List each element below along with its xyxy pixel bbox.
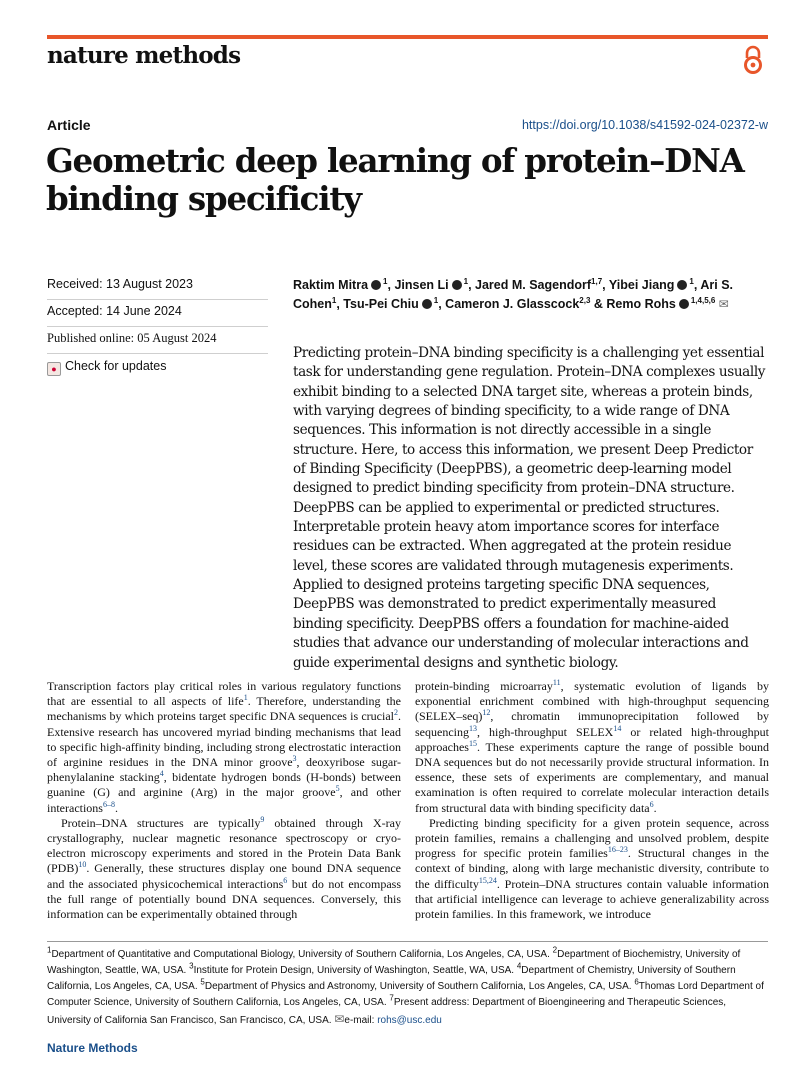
author-name: Remo Rohs [606, 297, 676, 311]
citation-ref: 15 [468, 738, 477, 748]
abstract: Predicting protein–DNA binding specificity is a challenging yet essential task for understanding gene regulation. Protein–DNA complexes usually exhibit binding to a selected DNA target site, whereas a protein binds, with varying degrees of binding specificity, to a wide range of DNA sequences. This information is not directly accessible in a single structure. Here, to access this information, we present Deep Predictor of Binding Specificity (DeepPBS), a geometric deep-learning model designed to predict binding specificity from protein–DNA structure. DeepPBS can be applied to experimental or predicted structures. Interpretable protein heavy atom importance scores for interface residues can be extracted. When aggregated at the protein residue level, these scores are validated through mutagenesis experiments. Applied to designed proteins targeting specific DNA sequences, DeepPBS was demonstrated to predict experimentally measured binding specificity. DeepPBS offers a foundation for machine-aided studies that advance our understanding of molecular interactions and guide experimental designs and synthetic biology. [293, 345, 766, 671]
author-list: Raktim Mitra $^1$, Jinsen Li $^1$, Jared M. Sagendorf$^{1,7}$, Yibei Jiang $^1$, Ari S. Cohen$^1$, Tsu-Pei Chiu $^1$, Cameron J. Glasscock$^{2,3}$ & Remo Rohs $^{1,4,5,6}$ ✉ [293, 276, 769, 314]
affiliations: $^1$Department of Quantitative and Computational Biology, University of Southern California, Los Angeles, CA, USA. $^2$Department of Biochemistry, University of Washington, Seattle, WA, USA. $^3$Institute for Protein Design, University of Washington, Seattle, WA, USA. $^4$Department of Chemistry, University of Southern California, Los Angeles, CA, USA. $^5$Department of Physics and Astronomy, University of Southern California, Los Angeles, CA, USA. $^6$Thomas Lord Department of Computer Science, University of Southern California, Los Angeles, CA, USA. $^7$Present address: Department of Bioengineering and Therapeutic Sciences, University of California San Francisco, San Francisco, CA, USA. ✉e-mail: rohs@usc.edu [47, 945, 764, 1026]
orcid-icon [452, 280, 462, 290]
citation-ref: 11 [552, 678, 561, 687]
citation-ref: 6 [283, 875, 288, 885]
accepted-date: Accepted: 14 June 2024 [47, 304, 182, 318]
citation-ref: 3 [292, 754, 297, 764]
affiliation-marker: 7 [389, 993, 394, 1003]
affiliation-marker: 1 [331, 295, 337, 305]
footer-journal: Nature Methods [47, 1041, 138, 1055]
citation-ref: 6 [649, 799, 654, 809]
citation-ref: 6–8 [102, 799, 115, 809]
affiliation-marker: 1 [47, 945, 52, 955]
open-access-lock-icon [742, 45, 764, 75]
body-column-right [415, 679, 769, 922]
citation-ref: 10 [78, 860, 87, 870]
orcid-icon [371, 280, 381, 290]
article-type: Article [47, 117, 91, 133]
affiliation-marker: 2,3 [579, 295, 591, 305]
divider [47, 299, 268, 300]
accent-bar [47, 35, 768, 39]
paragraph: Predicting binding specificity for a given protein sequence, across protein families, remains a challenging and unsolved problem, despite progress for specific protein families$^{16-23}$. Structural changes in the context of binding, along with large mechanistic diversity, contribute to the difficulty$^{15,24}$. Protein–DNA structures contain valuable information that artificial intelligence can leverage to achieve generalizability across protein families. In this framework, we introduce [415, 815, 770, 922]
paragraph: protein-binding microarray$^{11}$, systematic evolution of ligands by exponential enrichment combined with high-throughput sequencing (SELEX–seq)$^{12}$, chromatin immunoprecipitation followed by sequencing$^{13}$, high-throughput SELEX$^{14}$ or related high-throughput approaches$^{15}$. These experiments capture the range of possible bound DNA sequences but do not necessarily provide structural information. In essence, these sets of experiments are complementary, and manual examination is often required to correlate molecular interaction details from structural data with binding specificity data$^6$. [415, 678, 769, 815]
email-icon: ✉ [334, 1012, 345, 1026]
citation-ref: 12 [482, 708, 491, 718]
email-label: e-mail: [344, 1015, 378, 1026]
affiliation-marker: 1 [689, 276, 694, 286]
citation-ref: 4 [159, 769, 164, 779]
author-name: Yibei Jiang [608, 278, 675, 292]
divider [47, 326, 268, 327]
check-updates-label: Check for updates [65, 359, 167, 373]
check-updates-icon: ● [47, 362, 61, 376]
affiliation-marker: 2 [552, 945, 558, 955]
citation-ref: 9 [260, 814, 265, 824]
affiliation-marker: 1 [463, 276, 469, 286]
email-icon: ✉ [718, 297, 729, 311]
author-name: Jinsen Li [394, 278, 449, 292]
affiliation-marker: 1 [383, 276, 388, 286]
journal-name: nature methods [47, 42, 241, 69]
paper-title: Geometric deep learning of protein–DNA binding specificity [46, 141, 744, 218]
citation-ref: 2 [394, 708, 398, 718]
received-date: Received: 13 August 2023 [47, 277, 193, 291]
author-name: Tsu-Pei Chiu [343, 297, 419, 311]
body-column-left [47, 679, 401, 922]
citation-ref: 5 [335, 784, 340, 794]
citation-ref: 1 [243, 693, 248, 703]
paragraph: Transcription factors play critical roles in various regulatory functions that are essential to all aspects of life$^1$. Therefore, understanding the mechanisms by which proteins target specific DNA sequences is crucial$^2$. Extensive research has uncovered myriad binding mechanisms that lead to specific high-affinity binding, including strong electrostatic interaction of arginine residues in the DNA minor groove$^3$, deoxyribose sugar-phenylalanine stacking$^4$, bidentate hydrogen bonds (H-bonds) between guanine (G) and arginine (Arg) in the major groove$^5$, and other interactions$^{6-8}$. [47, 679, 401, 815]
citation-ref: 13 [468, 723, 477, 733]
author-name: Jared M. Sagendorf [475, 278, 592, 292]
check-updates-button[interactable] [47, 359, 267, 376]
affiliation-marker: 5 [200, 977, 205, 987]
affiliation-marker: 1,4,5,6 [690, 295, 716, 305]
doi-link[interactable]: https://doi.org/10.1038/s41592-024-02372-w [521, 118, 768, 132]
affiliation-marker: 1 [433, 295, 439, 305]
orcid-icon [677, 280, 687, 290]
affiliation-marker: 3 [189, 961, 194, 971]
published-date: Published online: 05 August 2024 [47, 331, 217, 345]
email-link[interactable]: rohs@usc.edu [377, 1015, 442, 1026]
author-name: Cameron J. Glasscock [445, 297, 580, 311]
footnote-divider [47, 941, 768, 942]
paragraph: Protein–DNA structures are typically$^9$ obtained through X-ray crystallography, nuclear magnetic resonance spectroscopy or cryo-electron microscopy experiments and stored in the Protein Data Bank (PDB)$^{10}$. Generally, these structures display one bound DNA sequence and the associated physicochemical interactions$^6$ but do not encompass the full range of potentially bound DNA sequences. Conversely, this information can be experimentally obtained through [47, 814, 401, 922]
divider [47, 353, 268, 354]
orcid-icon [422, 299, 432, 309]
citation-ref: 16–23 [607, 845, 628, 855]
author-name: Ari S. Cohen [293, 278, 734, 311]
affiliation-marker: 4 [516, 961, 522, 971]
citation-ref: 15,24 [478, 875, 497, 885]
orcid-icon [679, 299, 689, 309]
affiliation-marker: 6 [634, 977, 639, 987]
affiliation-marker: 1,7 [591, 276, 603, 286]
citation-ref: 14 [613, 723, 622, 733]
author-name: Raktim Mitra [293, 278, 369, 292]
